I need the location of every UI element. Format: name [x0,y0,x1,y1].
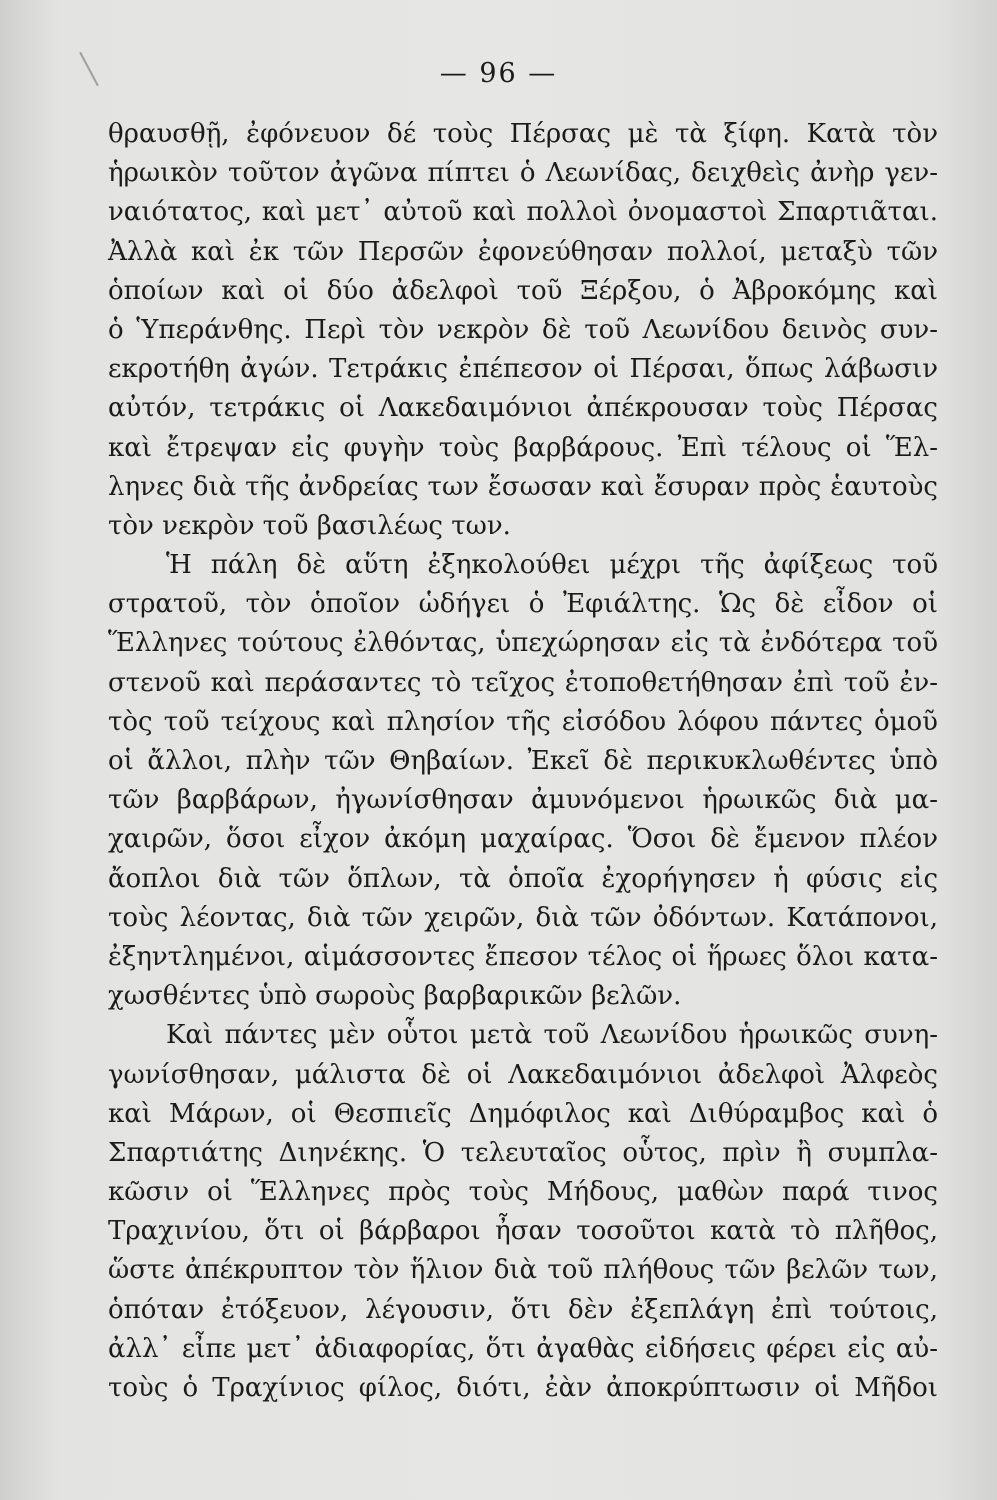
text-line: Σπαρτιάτης Διηνέκης. Ὁ τελευταῖος οὗτος, πρὶν ἢ συμπλα- [108,1137,938,1168]
text-line: Ἀλλὰ καὶ ἐκ τῶν Περσῶν ἐφονεύθησαν πολλοί, μεταξὺ τῶν [108,236,938,267]
text-line: τὸς τοῦ τείχους καὶ πλησίον τῆς εἰσόδου λόφου πάντες ὁμοῦ [108,706,938,737]
text-line: Τραχινίου, ὅτι οἱ βάρβαροι ἦσαν τοσοῦτοι κατὰ τὸ πλῆθος, [108,1216,938,1247]
text-line: ὁπόταν ἐτόξευον, λέγουσιν, ὅτι δὲν ἐξεπλάγη ἐπὶ τούτοις, [108,1294,938,1325]
text-line: Ἡ πάλη δὲ αὕτη ἐξηκολούθει μέχρι τῆς ἀφίξεως τοῦ [166,550,938,581]
text-line: θραυσθῇ, ἐφόνευον δέ τοὺς Πέρσας μὲ τὰ ξίφη. Κατὰ τὸν [108,119,938,149]
text-line: τῶν βαρβάρων, ἠγωνίσθησαν ἀμυνόμενοι ἡρωικῶς διὰ μα- [108,785,938,816]
text-line: Καὶ πάντες μὲν οὗτοι μετὰ τοῦ Λεωνίδου ἡρωικῶς συνη- [166,1020,938,1051]
text-line: γωνίσθησαν, μάλιστα δὲ οἱ Λακεδαιμόνιοι ἀδελφοὶ Ἀλφεὸς [108,1059,938,1090]
text-line: χαιρῶν, ὅσοι εἶχον ἀκόμη μαχαίρας. Ὅσοι δὲ ἔμενον πλέον [108,824,938,855]
text-line: εκροτήθη ἀγών. Τετράκις ἐπέπεσον οἱ Πέρσαι, ὅπως λάβωσιν [108,354,938,385]
text-line: αὐτόν, τετράκις οἱ Λακεδαιμόνιοι ἀπέκρουσαν τοὺς Πέρσας [108,393,938,424]
text-line: τὸν νεκρὸν τοῦ βασιλέως των. [108,510,511,541]
text-line: καὶ ἔτρεψαν εἰς φυγὴν τοὺς βαρβάρους. Ἐπὶ τέλους οἱ Ἕλ- [108,432,938,463]
text-line: καὶ Μάρων, οἱ Θεσπιεῖς Δημόφιλος καὶ Διθύραμβος καὶ ὁ [108,1098,938,1129]
page-number: — 96 — [439,58,558,89]
text-line: ἄοπλοι διὰ τῶν ὅπλων, τὰ ὁποῖα ἐχορήγησεν ἡ φύσις εἰς [108,863,938,894]
text-line: στενοῦ καὶ περάσαντες τὸ τεῖχος ἐτοποθετήθησαν ἐπὶ τοῦ ἐν- [108,667,938,698]
text-line: ὁ Ὑπεράνθης. Περὶ τὸν νεκρὸν δὲ τοῦ Λεωνίδου δεινὸς συν- [108,314,938,345]
text-line: ἀλλ᾽ εἶπε μετ᾽ ἀδιαφορίας, ὅτι ἀγαθὰς εἰδήσεις φέρει εἰς αὐ- [108,1333,938,1364]
text-line: ὁποίων καὶ οἱ δύο ἀδελφοὶ τοῦ Ξέρξου, ὁ Ἀβροκόμης καὶ [108,275,938,306]
body-text [108,115,938,1408]
text-line: ναιότατος, καὶ μετ᾽ αὐτοῦ καὶ πολλοὶ ὀνομαστοὶ Σπαρτιᾶται. [108,197,938,228]
text-line: ἡρωικὸν τοῦτον ἀγῶνα πίπτει ὁ Λεωνίδας, δειχθεὶς ἀνὴρ γεν- [108,158,938,189]
text-line: οἱ ἄλλοι, πλὴν τῶν Θηβαίων. Ἐκεῖ δὲ περικυκλωθέντες ὑπὸ [108,746,938,776]
text-line: τοὺς ὁ Τραχίνιος φίλος, διότι, ἐὰν ἀποκρύπτωσιν οἱ Μῆδοι [108,1373,938,1403]
text-line: στρατοῦ, τὸν ὁποῖον ὡδήγει ὁ Ἐφιάλτης. Ὡς δὲ εἶδον οἱ [108,589,938,620]
text-line: ὥστε ἀπέκρυπτον τὸν ἥλιον διὰ τοῦ πλήθους τῶν βελῶν των, [108,1255,938,1286]
text-line: Ἕλληνες τούτους ἐλθόντας, ὑπεχώρησαν εἰς τὰ ἐνδότερα τοῦ [108,628,938,659]
text-line: ἐξηντλημένοι, αἱμάσσοντες ἔπεσον τέλος οἱ ἥρωες ὅλοι κατα- [108,941,938,972]
text-line: κῶσιν οἱ Ἕλληνες πρὸς τοὺς Μήδους, μαθὼν παρά τινος [108,1177,938,1208]
text-line: χωσθέντες ὑπὸ σωροὺς βαρβαρικῶν βελῶν. [108,981,682,1012]
text-line: ληνες διὰ τῆς ἀνδρείας των ἔσωσαν καὶ ἔσυραν πρὸς ἑαυτοὺς [108,471,938,502]
text-line: τοὺς λέοντας, διὰ τῶν χειρῶν, διὰ τῶν ὀδόντων. Κατάπονοι, [108,902,938,933]
